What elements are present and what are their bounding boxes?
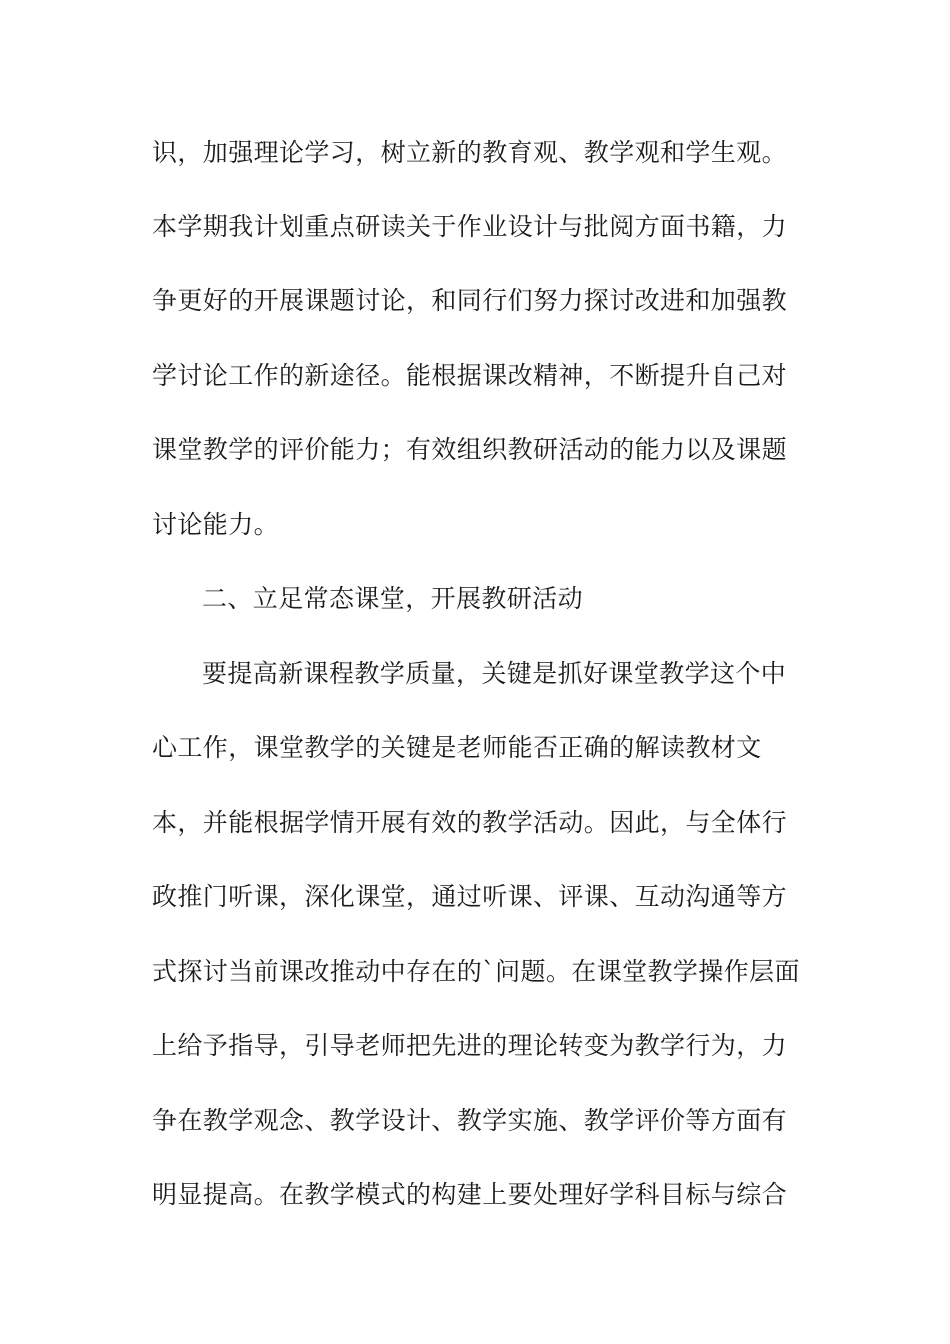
text-line-9: 心工作，课堂教学的关键是老师能否正确的解读教材文	[152, 733, 762, 762]
text-line-15: 明显提高。在教学模式的构建上要处理好学科目标与综合	[152, 1180, 788, 1209]
text-line-6: 讨论能力。	[152, 510, 280, 539]
text-line-2: 本学期我计划重点研读关于作业设计与批阅方面书籍，力	[152, 212, 788, 241]
text-line-3: 争更好的开展课题讨论，和同行们努力探讨改进和加强教	[152, 286, 788, 315]
text-line-10: 本，并能根据学情开展有效的教学活动。因此，与全体行	[152, 808, 788, 837]
text-line-5: 课堂教学的评价能力；有效组织教研活动的能力以及课题	[152, 435, 788, 464]
text-line-4: 学讨论工作的新途径。能根据课改精神，不断提升自己对	[152, 361, 788, 390]
text-line-14: 争在教学观念、教学设计、教学实施、教学评价等方面有	[152, 1106, 788, 1135]
section-heading: 二、立足常态课堂，开展教研活动	[202, 584, 584, 613]
text-line-11: 政推门听课，深化课堂，通过听课、评课、互动沟通等方	[152, 882, 788, 911]
text-line-8: 要提高新课程教学质量，关键是抓好课堂教学这个中	[202, 659, 787, 688]
text-line-12: 式探讨当前课改推动中存在的`问题。在课堂教学操作层面	[152, 957, 800, 986]
text-line-13: 上给予指导，引导老师把先进的理论转变为教学行为，力	[152, 1031, 788, 1060]
text-line-1: 识，加强理论学习，树立新的教育观、教学观和学生观。	[152, 138, 788, 167]
